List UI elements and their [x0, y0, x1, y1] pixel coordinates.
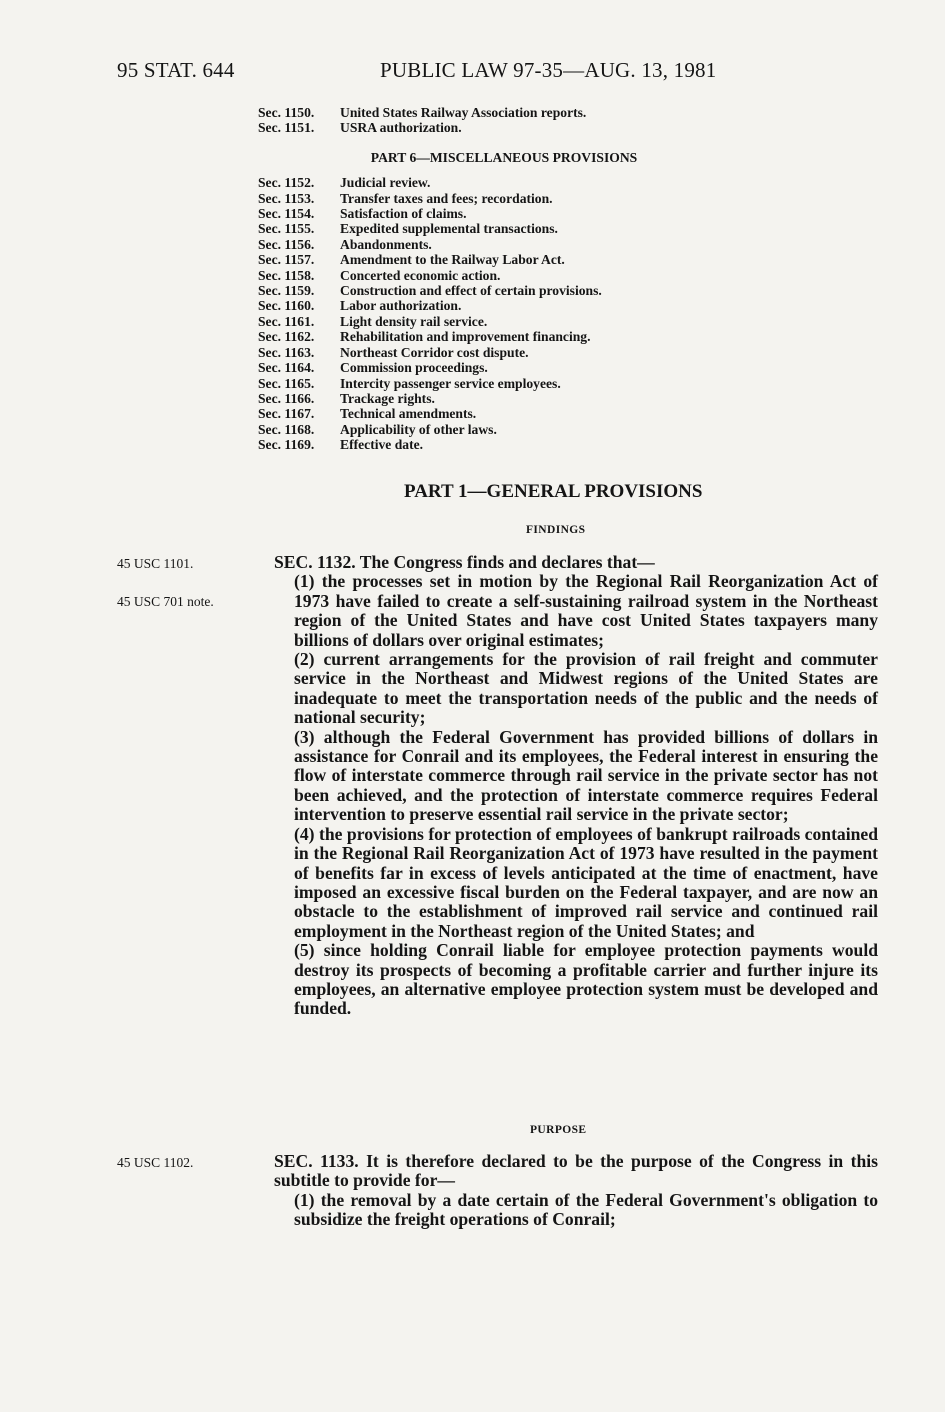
- toc-item: Sec. 1150. United States Railway Association reports.: [258, 105, 587, 120]
- toc-item: Sec. 1169. Effective date.: [258, 437, 424, 453]
- purpose-paragraph: (1) the removal by a date certain of the Federal Government's obligation to subsidize the freight operations of Conrail;: [294, 1189, 878, 1230]
- toc-part6-list: [258, 175, 738, 452]
- finding-paragraph: (2) current arrangements for the provision of rail freight and commuter service in the Northeast and Midwest regions of the United States are inadequate to meet the transportation needs of the public and the needs of national security;: [294, 649, 878, 728]
- toc-item: Sec. 1158. Concerted economic action.: [258, 267, 501, 283]
- toc-part-heading: PART 6—MISCELLANEOUS PROVISIONS: [370, 149, 638, 165]
- margin-note-usc-701: 45 USC 701 note.: [117, 594, 214, 609]
- finding-paragraph: (4) the provisions for protection of employees of bankrupt railroads contained in the Regional Rail Reorganization Act of 1973 have resulted in the payment of benefits far in excess of levels anticipated at the time of enactment, have imposed an excessive fiscal burden on the Federal taxpayer, and are now an obstacle to the establishment of improved rail service and continued rail employment in the Northeast region of the United States; and: [294, 823, 878, 941]
- purpose-heading: PURPOSE: [530, 1124, 587, 1136]
- toc-item: Sec. 1153. Transfer taxes and fees; recordation.: [258, 190, 553, 206]
- toc-item: Sec. 1160. Labor authorization.: [258, 298, 462, 314]
- finding-paragraph: (1) the processes set in motion by the Regional Rail Reorganization Act of 1973 have failed to create a self-sustaining railroad system in the Northeast region of the United States and have cost United States taxpayers many billions of dollars over original estimates;: [294, 571, 878, 650]
- toc-item: Sec. 1166. Trackage rights.: [258, 390, 435, 406]
- toc-item: Sec. 1165. Intercity passenger service employees.: [258, 375, 561, 391]
- toc-item: Sec. 1162. Rehabilitation and improvement financing.: [258, 329, 591, 345]
- margin-note-usc-1102: 45 USC 1102.: [117, 1155, 194, 1170]
- toc-item: Sec. 1157. Amendment to the Railway Labor Act.: [258, 252, 565, 268]
- toc-item: Sec. 1164. Commission proceedings.: [258, 360, 488, 376]
- section-lead: SEC. 1133. It is therefore declared to be the purpose of the Congress in this subtitle to provide for—: [274, 1151, 878, 1191]
- part-title: PART 1—GENERAL PROVISIONS: [404, 481, 703, 502]
- toc-item: Sec. 1155. Expedited supplemental transactions.: [258, 221, 558, 237]
- toc-item: Sec. 1168. Applicability of other laws.: [258, 421, 497, 437]
- toc-item: Sec. 1156. Abandonments.: [258, 236, 432, 252]
- section-1132: [258, 553, 878, 1019]
- toc-item: Sec. 1151. USRA authorization.: [258, 120, 462, 136]
- toc-item: Sec. 1159. Construction and effect of certain provisions.: [258, 283, 602, 299]
- toc-item: Sec. 1163. Northeast Corridor cost dispute.: [258, 344, 529, 360]
- table-of-contents: [258, 105, 738, 453]
- section-1133: [258, 1152, 878, 1230]
- findings-heading: FINDINGS: [526, 524, 586, 536]
- page-stat-reference: 95 STAT. 644: [117, 58, 235, 82]
- toc-item: Sec. 1161. Light density rail service.: [258, 313, 488, 329]
- section-lead: SEC. 1132. The Congress finds and declares that—: [274, 552, 655, 572]
- toc-item: Sec. 1152. Judicial review.: [258, 175, 431, 191]
- finding-paragraph: (5) since holding Conrail liable for employee protection payments would destroy its prospects of becoming a profitable carrier and further injure its employees, an alternative employee protection system must be developed and funded.: [294, 940, 878, 1019]
- toc-item: Sec. 1167. Technical amendments.: [258, 406, 477, 422]
- margin-note-usc-1101: 45 USC 1101.: [117, 556, 194, 571]
- finding-paragraph: (3) although the Federal Government has provided billions of dollars in assistance for Conrail and its employees, the Federal interest in ensuring the flow of interstate commerce through rail service in the private sector has not been achieved, and the protection of interstate commerce requires Federal intervention to preserve essential rail service in the private sector;: [294, 726, 878, 825]
- toc-item: Sec. 1154. Satisfaction of claims.: [258, 206, 467, 222]
- page-running-title: PUBLIC LAW 97-35—AUG. 13, 1981: [380, 58, 717, 82]
